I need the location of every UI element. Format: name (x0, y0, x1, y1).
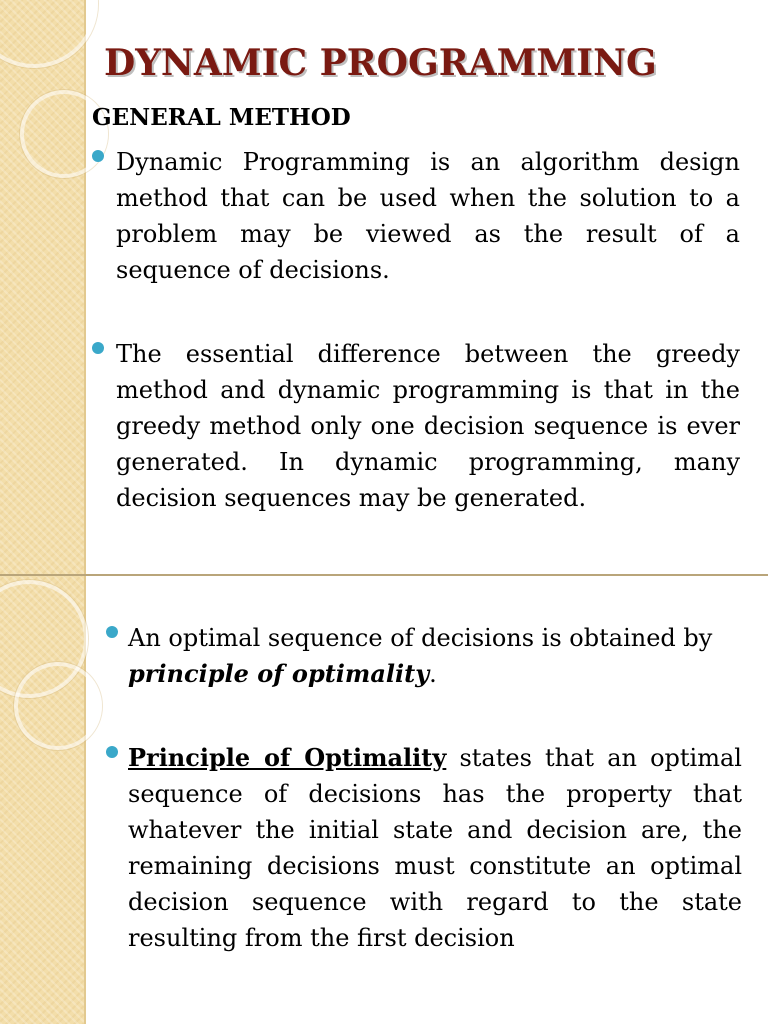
bullet-text (116, 336, 740, 516)
bullet-1-text: Dynamic Programming is an algorithm design method that can be used when the solution to a problem may be viewed as the result of a sequence of decisions. (116, 148, 740, 284)
strip-edge (84, 0, 86, 576)
bullet-2-text: The essential difference between the greedy method and dynamic programming is that in the greedy method only one decision sequence is ever generated. In dynamic programming, many decision sequences may be generated. (116, 340, 740, 512)
bullet-text (116, 144, 740, 288)
bullet-icon (92, 150, 104, 162)
bullet-icon (106, 746, 118, 758)
decorative-ring (14, 662, 102, 750)
section-heading: GENERAL METHOD (92, 104, 351, 131)
bullet-3-end: . (429, 660, 437, 688)
bullet-4-text: states that an optimal sequence of decisions has the property that whatever the initial state and decision are, the remaining decisions must constitute an optimal decision sequence with regard to the state resulting from the first decision (128, 744, 742, 952)
principle-emphasis: principle of optimality (128, 659, 430, 688)
bullet-icon (106, 626, 118, 638)
bullet-icon (92, 342, 104, 354)
page-title: DYNAMIC PROGRAMMING (104, 42, 657, 84)
bullet-text (128, 620, 740, 692)
bullet-3-text: An optimal sequence of decisions is obtained by (128, 624, 713, 652)
bullet-text (128, 740, 742, 956)
principle-term: Principle of Optimality (128, 743, 447, 772)
slide-2 (0, 576, 768, 1024)
decorative-strip (0, 0, 84, 576)
